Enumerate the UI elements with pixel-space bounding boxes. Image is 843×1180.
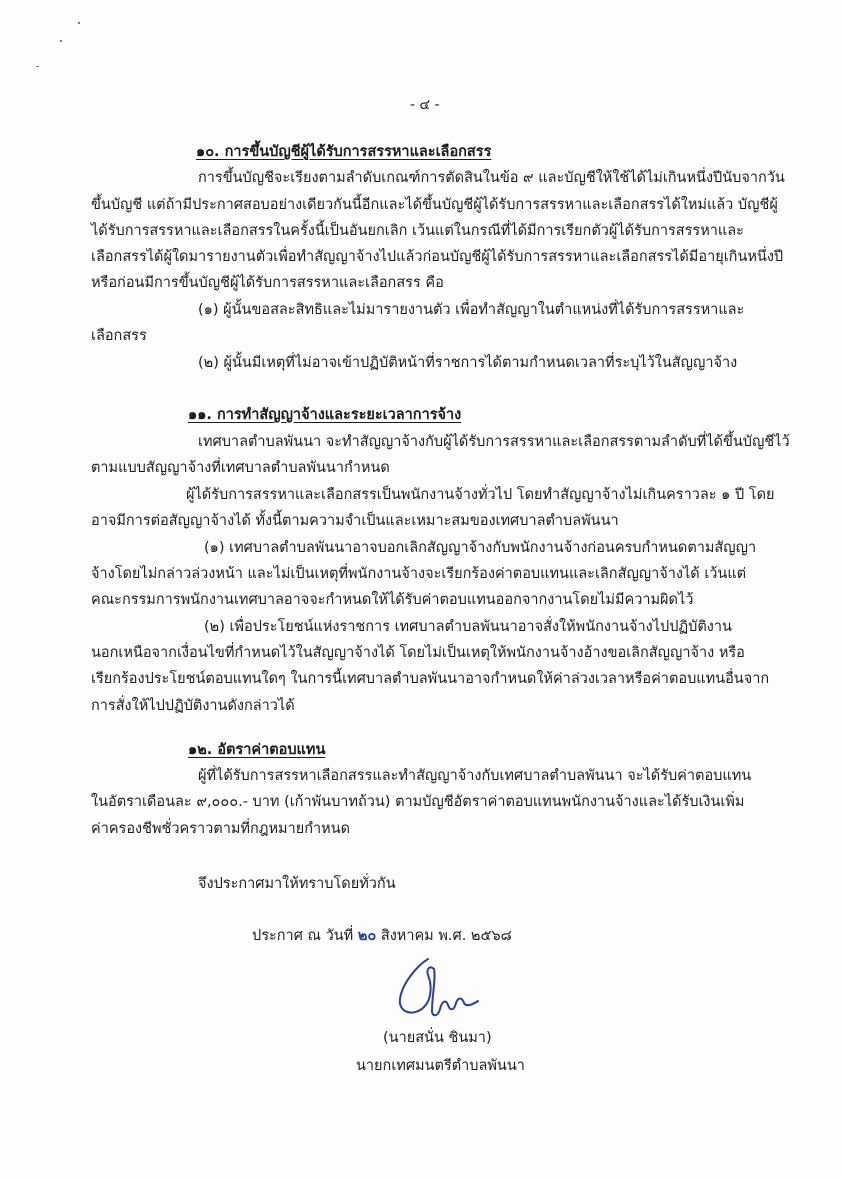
section-12-line: ในอัตราเดือนละ ๙,๐๐๐.- บาท (เก้าพันบาทถ้วน) ตามบัญชีอัตราค่าตอบแทนพนักงานจ้างและได้รับเงินเพิ่ม (91, 794, 745, 810)
section-11-line: เทศบาลตำบลพันนา จะทำสัญญาจ้างกับผู้ได้รับการสรรหาและเลือกสรรตามลำดับที่ได้ขึ้นบัญชีไว้ (198, 434, 790, 450)
section-10-line: เลือกสรร (91, 328, 147, 344)
section-10-item-2: (๒) ผู้นั้นมีเหตุที่ไม่อาจเข้าปฏิบัติหน้าที่ราชการได้ตามกำหนดเวลาที่ระบุไว้ในสัญญาจ้าง (198, 355, 738, 371)
section-11-line: การสั่งให้ไปปฏิบัติงานดังกล่าวได้ (91, 698, 295, 714)
section-10-line: เลือกสรรได้ผู้ใดมารายงานตัวเพื่อทำสัญญาจ้างไปแล้วก่อนบัญชีผู้ได้รับการสรรหาและเลือกสรรได้มีอายุเกินหนึ่งปี (91, 249, 784, 265)
section-11-line: จ้างโดยไม่กล่าวล่วงหน้า และไม่เป็นเหตุที่พนักงานจ้างจะเรียกร้องค่าตอบแทนและเลิกสัญญาจ้างได้ เว้นแต่ (91, 566, 747, 582)
section-11-line: คณะกรรมการพนักงานเทศบาลอาจจะกำหนดให้ได้รับค่าตอบแทนออกจากงานโดยไม่มีความผิดไว้ (91, 592, 694, 608)
page-number: - ๔ - (410, 97, 440, 113)
section-11-line: อาจมีการต่อสัญญาจ้างได้ ทั้งนี้ตามความจำเป็นและเหมาะสมของเทศบาลตำบลพันนา (91, 513, 619, 529)
date-line (252, 929, 512, 944)
scan-speck (60, 40, 62, 42)
scan-speck (78, 22, 80, 24)
section-12-heading: ๑๒. อัตราค่าตอบแทน (188, 742, 326, 758)
section-11-line: ผู้ได้รับการสรรหาและเลือกสรรเป็นพนักงานจ้างทั่วไป โดยทำสัญญาจ้างไม่เกินคราวละ ๑ ปี โดย (186, 487, 775, 503)
signature-image (388, 955, 484, 1025)
section-11-item-2: (๒) เพื่อประโยชน์แห่งราชการ เทศบาลตำบลพันนาอาจสั่งให้พนักงานจ้างไปปฏิบัติงาน (204, 619, 732, 635)
date-day: ๒๐ (357, 928, 377, 944)
section-10-line: หรือก่อนมีการขึ้นบัญชีผู้ได้รับการสรรหาและเลือกสรร คือ (91, 275, 444, 291)
section-12-line: ผู้ที่ได้รับการสรรหาเลือกสรรและทำสัญญาจ้างกับเทศบาลตำบลพันนา จะได้รับค่าตอบแทน (198, 768, 752, 784)
signer-title: นายกเทศมนตรีตำบลพันนา (356, 1058, 525, 1074)
section-11-item-1: (๑) เทศบาลตำบลพันนาอาจบอกเลิกสัญญาจ้างกับพนักงานจ้างก่อนครบกำหนดตามสัญญา (204, 540, 757, 556)
section-11-line: ตามแบบสัญญาจ้างที่เทศบาลตำบลพันนากำหนด (91, 460, 390, 476)
section-11-line: นอกเหนือจากเงื่อนไขที่กำหนดไว้ในสัญญาจ้างได้ โดยไม่เป็นเหตุให้พนักงานจ้างอ้างขอเลิกสัญญาจ้าง หรือ (91, 645, 745, 661)
date-prefix: ประกาศ ณ วันที่ (252, 928, 354, 944)
date-suffix: สิงหาคม พ.ศ. ๒๕๖๘ (380, 928, 512, 944)
section-12-line: ค่าครองชีพชั่วคราวตามที่กฎหมายกำหนด (91, 821, 351, 837)
section-10-line: ได้รับการสรรหาและเลือกสรรในครั้งนี้เป็นอันยกเลิก เว้นแต่ในกรณีที่ได้มีการเรียกตัวผู้ได้รับการสรรหาและ (91, 223, 744, 239)
scan-speck (36, 66, 39, 67)
section-10-item-1: (๑) ผู้นั้นขอสละสิทธิและไม่มารายงานตัว เพื่อทำสัญญาในตำแหน่งที่ได้รับการสรรหาและ (198, 302, 745, 318)
signer-name: (นายสนั่น ชินมา) (383, 1030, 492, 1046)
section-11-line: เรียกร้องประโยชน์ตอบแทนใดๆ ในการนี้เทศบาลตำบลพันนาอาจกำหนดให้ค่าล่วงเวลาหรือค่าตอบแทนอื่นจาก (91, 671, 770, 687)
section-10-line: การขึ้นบัญชีจะเรียงตามลำดับเกณฑ์การตัดสินในข้อ ๙ และบัญชีให้ใช้ได้ไม่เกินหนึ่งปีนับจากวัน (198, 170, 785, 186)
section-11-heading: ๑๑. การทำสัญญาจ้างและระยะเวลาการจ้าง (188, 407, 462, 423)
section-10-line: ขึ้นบัญชี แต่ถ้ามีประกาศสอบอย่างเดียวกันนี้อีกและได้ขึ้นบัญชีผู้ได้รับการสรรหาและเลือกสรรได้ใหม่แล้ว บัญชีผู้ (91, 197, 778, 213)
section-10-heading: ๑๐. การขึ้นบัญชีผู้ได้รับการสรรหาและเลือกสรร (196, 144, 492, 160)
announcement-text: จึงประกาศมาให้ทราบโดยทั่วกัน (198, 876, 396, 892)
